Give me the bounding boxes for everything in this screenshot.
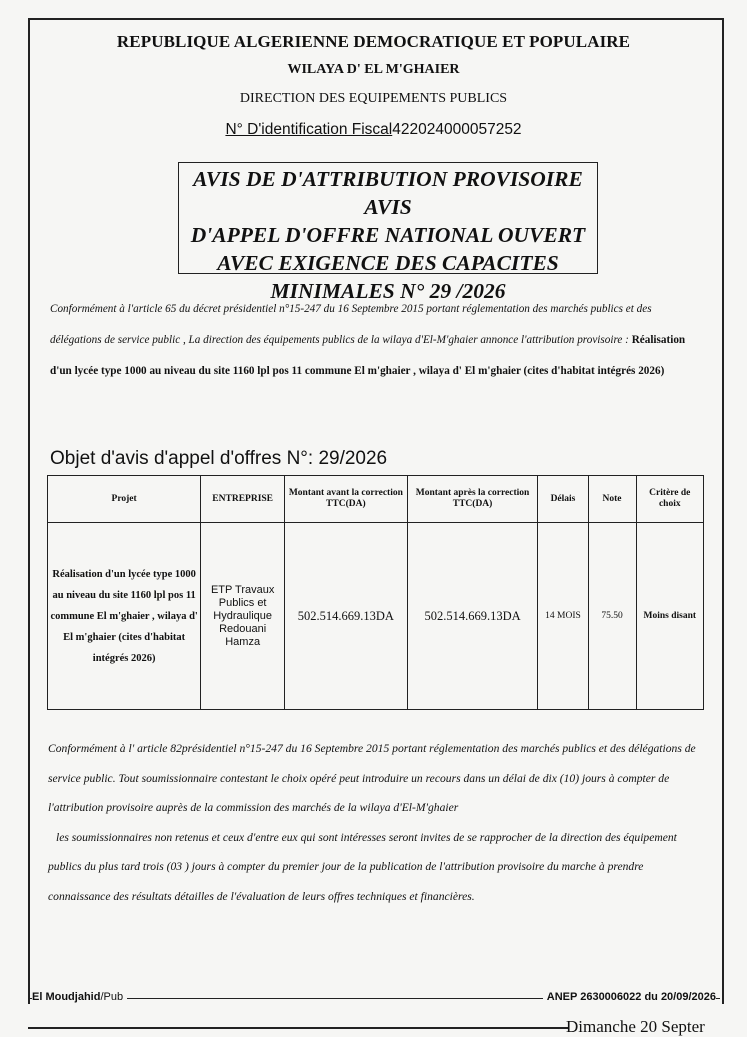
header-projet: Projet	[48, 476, 201, 523]
table-header-row	[48, 476, 704, 523]
header-wilaya: WILAYA D' EL M'GHAIER	[287, 62, 460, 77]
header-delais: Délais	[538, 476, 588, 523]
nif-value: 422024000057252	[392, 121, 522, 138]
header-entreprise: ENTREPRISE	[201, 476, 285, 523]
footer-source	[32, 991, 127, 1003]
title-line-2: D'APPEL D'OFFRE NATIONAL OUVERT	[190, 223, 586, 247]
header-republique: REPUBLIQUE ALGERIENNE DEMOCRATIQUE ET POPULAIRE	[116, 32, 631, 51]
cell-projet: Réalisation d'un lycée type 1000 au niveau du site 1160 lpl pos 11 commune El m'ghaier , wilaya d' El m'ghaier (cites d'habitat intégrés 2026)	[48, 523, 201, 710]
cell-note: 75.50	[588, 523, 636, 710]
footer-source-suffix: /Pub	[100, 991, 124, 1003]
invitation-text: les soumissionnaires non retenus et ceux d'entre eux qui sont intéresses seront invites de se rapprocher de la direction des équipement publics du plus tard trois (03 ) jours à compter du premier jour de la publication de l'attribution provisoire du marche à prendre connaissance des résultats détailles de l'évaluation de leurs offres techniques et financières.	[48, 830, 677, 903]
header-critere: Critère de choix	[636, 476, 703, 523]
intro-text: Conformément à l'article 65 du décret présidentiel n°15-247 du 16 Septembre 2015 portant réglementation des marchés publics et des délégations de service public , La direction des équipements publics de la wilaya d'El-M'ghaier annonce l'attribution provisoire :	[50, 303, 652, 346]
cell-montant-avant: 502.514.669.13DA	[285, 523, 408, 710]
header-direction: DIRECTION DES EQUIPEMENTS PUBLICS	[239, 91, 508, 106]
objet-heading: Objet d'avis d'appel d'offres N°: 29/2026	[50, 448, 388, 469]
nif-label: N° D'identification Fiscal	[225, 121, 393, 138]
footer	[30, 986, 720, 1010]
attribution-table	[47, 475, 704, 710]
page-bottom-rule	[28, 1027, 568, 1029]
footer-anep-ref: ANEP 2630006022 du 20/09/2026	[543, 991, 716, 1003]
recourse-paragraph	[48, 734, 703, 911]
title-line-1: AVIS DE D'ATTRIBUTION PROVISOIRE AVIS	[193, 167, 583, 219]
header-montant-avant: Montant avant la correction TTC(DA)	[285, 476, 408, 523]
cell-montant-apres: 502.514.669.13DA	[407, 523, 538, 710]
intro-paragraph	[50, 294, 700, 387]
page-date: Dimanche 20 Septer	[566, 1017, 705, 1036]
recourse-text: Conformément à l' article 82présidentiel n°15-247 du 16 Septembre 2015 portant réglementation des marchés publics et des délégations de service public. Tout soumissionnaire contestant le choix opéré peut introduire un recours dans un délai de dix (10) jours à compter de l'attribution provisoire auprès de la commission des marchés de la wilaya d'El-M'ghaier	[48, 742, 696, 814]
table-row	[48, 523, 704, 710]
cell-delais: 14 MOIS	[538, 523, 588, 710]
header-note: Note	[588, 476, 636, 523]
header-montant-apres: Montant après la correction TTC(DA)	[407, 476, 538, 523]
cell-critere: Moins disant	[636, 523, 703, 710]
intro-bold-text: Réalisation d'un lycée type 1000 au niveau du site 1160 lpl pos 11 commune El m'ghaier , wilaya d' El m'ghaier (cites d'habitat intégrés 2026)	[50, 334, 686, 377]
title-line-4: MINIMALES N° 29 /2026	[270, 279, 506, 303]
notice-title-box	[178, 162, 598, 303]
footer-source-bold: El Moudjahid	[32, 991, 101, 1003]
header-nif	[0, 121, 747, 139]
cell-entreprise: ETP Travaux Publics et Hydraulique Redouani Hamza	[201, 523, 285, 710]
title-line-3: AVEC EXIGENCE DES CAPACITES	[217, 251, 559, 275]
